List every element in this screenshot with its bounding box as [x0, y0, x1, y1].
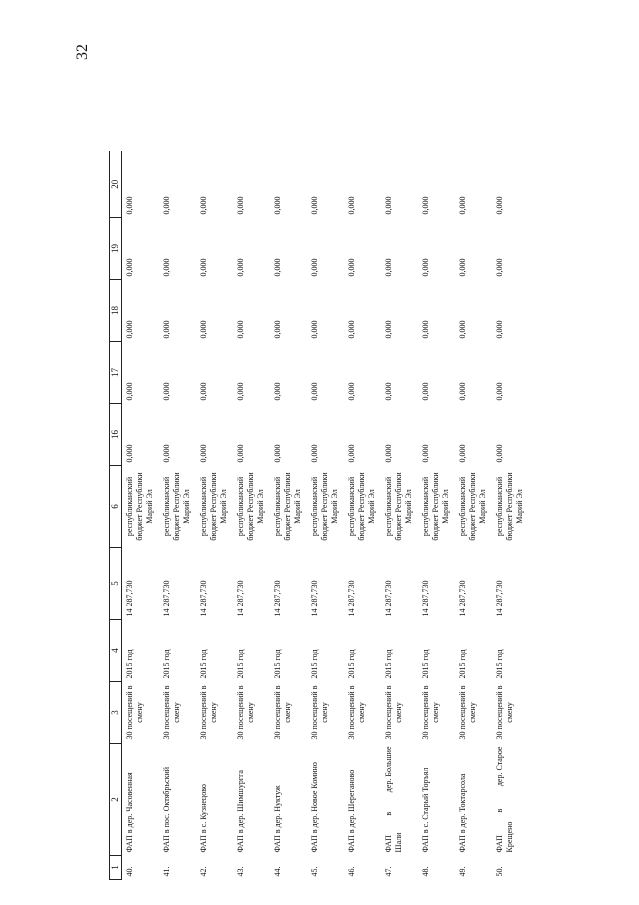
table-row	[270, 152, 307, 880]
facility-name-part: дер. Большие	[384, 746, 394, 793]
value-17: 0,000	[458, 382, 468, 401]
capacity: 30 посещений в смену	[310, 685, 330, 740]
capacity: 30 посещений в смену	[125, 685, 145, 740]
year: 2015 год	[458, 649, 468, 679]
header-cell: 2	[110, 744, 122, 856]
value-20: 0,000	[273, 196, 283, 215]
value-17: 0,000	[273, 382, 283, 401]
value-19: 0,000	[384, 258, 394, 277]
facility-name-part: Крещено	[505, 821, 515, 853]
header-cell: 5	[110, 548, 122, 620]
funding-source: республиканский бюджет Республики Марий Эл	[162, 472, 192, 541]
amount: 14 287,730	[310, 580, 320, 617]
value-20: 0,000	[347, 196, 357, 215]
value-17: 0,000	[162, 382, 172, 401]
value-16: 0,000	[125, 444, 135, 463]
value-20: 0,000	[162, 196, 172, 215]
header-cell: 19	[110, 218, 122, 280]
amount: 14 287,730	[273, 580, 283, 617]
value-16: 0,000	[384, 444, 394, 463]
capacity: 30 посещений в смену	[495, 685, 515, 740]
year: 2015 год	[347, 649, 357, 679]
funding-source: республиканский бюджет Республики Марий Эл	[310, 472, 340, 541]
capacity: 30 посещений в смену	[384, 685, 404, 740]
value-16: 0,000	[162, 444, 172, 463]
facility-name: ФАП в дер. Токтарсола	[458, 773, 468, 853]
amount: 14 287,730	[162, 580, 172, 617]
table-row	[455, 152, 492, 880]
value-17: 0,000	[310, 382, 320, 401]
table-row	[307, 152, 344, 880]
value-18: 0,000	[495, 320, 505, 339]
row-number: 48.	[421, 866, 431, 877]
header-cell: 3	[110, 682, 122, 744]
row-number: 40.	[125, 866, 135, 877]
value-18: 0,000	[458, 320, 468, 339]
year: 2015 год	[199, 649, 209, 679]
value-16: 0,000	[347, 444, 357, 463]
value-20: 0,000	[236, 196, 246, 215]
facility-name: ФАП в пос. Октябрьский	[162, 766, 172, 853]
value-19: 0,000	[495, 258, 505, 277]
capacity: 30 посещений в смену	[347, 685, 367, 740]
funding-source: республиканский бюджет Республики Марий Эл	[273, 472, 303, 541]
table-row	[122, 152, 160, 880]
amount: 14 287,730	[458, 580, 468, 617]
value-16: 0,000	[458, 444, 468, 463]
header-cell: 4	[110, 620, 122, 682]
year: 2015 год	[384, 649, 394, 679]
value-17: 0,000	[495, 382, 505, 401]
value-19: 0,000	[458, 258, 468, 277]
facility-name	[492, 744, 529, 856]
year: 2015 год	[273, 649, 283, 679]
value-17: 0,000	[421, 382, 431, 401]
table-row	[492, 152, 529, 880]
year: 2015 год	[162, 649, 172, 679]
funding-source: республиканский бюджет Республики Марий Эл	[458, 472, 488, 541]
value-19: 0,000	[347, 258, 357, 277]
value-19: 0,000	[162, 258, 172, 277]
amount: 14 287,730	[199, 580, 209, 617]
capacity: 30 посещений в смену	[236, 685, 256, 740]
table-row	[418, 152, 455, 880]
value-20: 0,000	[421, 196, 431, 215]
year: 2015 год	[495, 649, 505, 679]
header-cell: 18	[110, 280, 122, 342]
row-number: 44.	[273, 866, 283, 877]
amount: 14 287,730	[236, 580, 246, 617]
row-number: 45.	[310, 866, 320, 877]
value-18: 0,000	[384, 320, 394, 339]
header-cell: 1	[110, 856, 122, 880]
row-number: 42.	[199, 866, 209, 877]
header-cell: 20	[110, 152, 122, 218]
value-19: 0,000	[125, 258, 135, 277]
capacity: 30 посещений в смену	[273, 685, 293, 740]
amount: 14 287,730	[495, 580, 505, 617]
funding-source: республиканский бюджет Республики Марий Эл	[421, 472, 451, 541]
table-header-row	[110, 152, 122, 880]
facility-name: ФАП в дер. Новое Комино	[310, 762, 320, 853]
amount: 14 287,730	[347, 580, 357, 617]
funding-source: республиканский бюджет Республики Марий Эл	[236, 472, 266, 541]
value-19: 0,000	[199, 258, 209, 277]
table-row	[233, 152, 270, 880]
row-number: 50.	[495, 866, 505, 877]
value-18: 0,000	[162, 320, 172, 339]
facility-name: ФАП в дер. Шереганово	[347, 769, 357, 853]
value-19: 0,000	[236, 258, 246, 277]
table-row	[381, 152, 418, 880]
row-number: 41.	[162, 866, 172, 877]
facility-name: ФАП в дер. Шимшургга	[236, 770, 246, 853]
amount: 14 287,730	[125, 580, 135, 617]
capacity: 30 посещений в смену	[458, 685, 478, 740]
funding-source: республиканский бюджет Республики Марий Эл	[347, 472, 377, 541]
amount: 14 287,730	[384, 580, 394, 617]
facility-name: ФАП в с. Старый Торъял	[421, 767, 431, 853]
value-16: 0,000	[273, 444, 283, 463]
value-18: 0,000	[347, 320, 357, 339]
funding-source: республиканский бюджет Республики Марий Эл	[495, 472, 525, 541]
value-20: 0,000	[310, 196, 320, 215]
value-17: 0,000	[236, 382, 246, 401]
table-row	[344, 152, 381, 880]
facility-name-line	[384, 747, 394, 853]
page-number: 32	[74, 44, 91, 60]
capacity: 30 посещений в смену	[162, 685, 182, 740]
facility-name: ФАП в с. Кузнецово	[199, 784, 209, 853]
value-17: 0,000	[125, 382, 135, 401]
table-row	[159, 152, 196, 880]
value-17: 0,000	[384, 382, 394, 401]
value-20: 0,000	[495, 196, 505, 215]
facility-name	[381, 744, 418, 856]
value-18: 0,000	[310, 320, 320, 339]
row-number: 43.	[236, 866, 246, 877]
value-18: 0,000	[273, 320, 283, 339]
value-17: 0,000	[199, 382, 209, 401]
value-18: 0,000	[421, 320, 431, 339]
row-number: 46.	[347, 866, 357, 877]
facility-name-part: ФАП	[384, 835, 394, 853]
value-18: 0,000	[236, 320, 246, 339]
value-19: 0,000	[421, 258, 431, 277]
funding-source: республиканский бюджет Республики Марий Эл	[384, 472, 414, 541]
facility-name: ФАП в дер. Нуктуж	[273, 785, 283, 853]
header-cell: 17	[110, 342, 122, 404]
table-row	[196, 152, 233, 880]
value-20: 0,000	[458, 196, 468, 215]
value-16: 0,000	[236, 444, 246, 463]
capacity: 30 посещений в смену	[421, 685, 441, 740]
value-16: 0,000	[199, 444, 209, 463]
year: 2015 год	[310, 649, 320, 679]
capacity: 30 посещений в смену	[199, 685, 219, 740]
value-16: 0,000	[310, 444, 320, 463]
value-19: 0,000	[310, 258, 320, 277]
header-cell: 6	[110, 466, 122, 548]
facility-name: ФАП в дер. Часовенная	[125, 772, 135, 853]
funding-source: республиканский бюджет Республики Марий Эл	[199, 472, 229, 541]
facility-name-part: Шали	[394, 832, 404, 853]
projects-table	[109, 152, 529, 881]
value-17: 0,000	[347, 382, 357, 401]
value-20: 0,000	[199, 196, 209, 215]
year: 2015 год	[421, 649, 431, 679]
facility-name-line	[495, 747, 505, 853]
year: 2015 год	[125, 649, 135, 679]
value-18: 0,000	[125, 320, 135, 339]
value-20: 0,000	[384, 196, 394, 215]
year: 2015 год	[236, 649, 246, 679]
row-number: 47.	[384, 866, 394, 877]
amount: 14 287,730	[421, 580, 431, 617]
facility-name-part: в	[384, 811, 394, 816]
row-number: 49.	[458, 866, 468, 877]
value-19: 0,000	[273, 258, 283, 277]
header-cell: 16	[110, 404, 122, 466]
value-20: 0,000	[125, 196, 135, 215]
value-16: 0,000	[495, 444, 505, 463]
value-18: 0,000	[199, 320, 209, 339]
funding-source: республиканский бюджет Республики Марий Эл	[125, 472, 155, 541]
facility-name-part: ФАП	[495, 835, 505, 853]
value-16: 0,000	[421, 444, 431, 463]
facility-name-part: в	[495, 808, 505, 813]
facility-name-part: дер. Старое	[495, 746, 505, 787]
